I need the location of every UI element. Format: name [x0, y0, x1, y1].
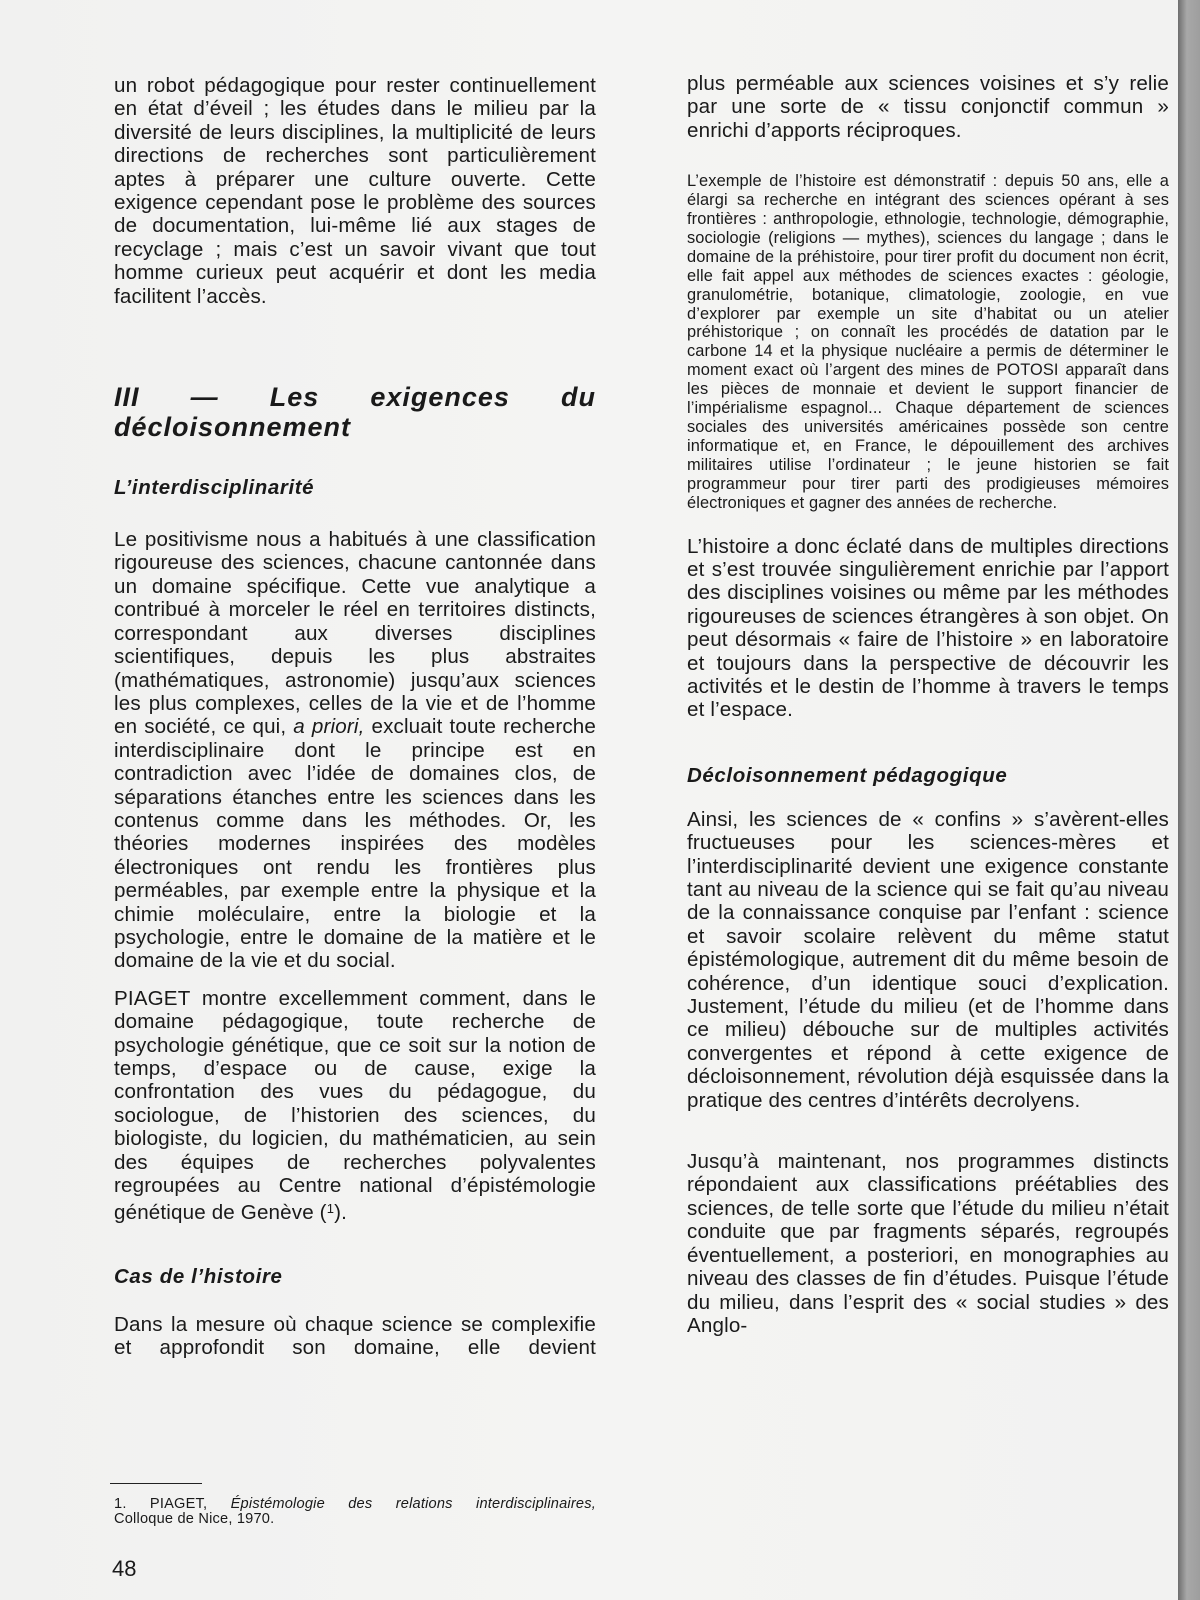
paragraph-text: Le positivisme nous a habitués à une classification rigoureuse des sciences, chacune cantonnée dans un domaine spécifique. Cette vue analytique a contribué à morceler le réel en territoires distincts, correspondant aux diverses disciplines scientifiques, depuis les plus abstraites (mathématiques, astronomie) jusqu’aux sciences les plus complexes, celles de la vie et de l’homme en société, ce qui, — [114, 528, 596, 739]
subsection-heading-decloisonnement: Décloisonnement pédagogique — [687, 763, 1008, 787]
footnote-text — [114, 1497, 596, 1512]
intro-paragraph: un robot pédagogique pour rester continuellement en état d’éveil ; les études dans le milieu par la diversité de leurs disciplines, la multiplicité de leurs directions de recherches sont particulièrement aptes à préparer une culture ouverte. Cette exigence cependant pose le problème des sources de documentation, lui-même lié aux stages de recyclage ; mais c’est un savoir vivant que tout homme curieux peut acquérir et dont les media facilitent l’accès. — [114, 74, 596, 308]
footnote-number: 1. — [114, 1496, 127, 1512]
right-column — [687, 72, 1169, 1337]
page-edge-shadow — [1178, 0, 1200, 1600]
left-column — [114, 74, 596, 1360]
page-number: 48 — [112, 1556, 137, 1581]
paragraph-text: PIAGET montre excellemment comment, dans le domaine pédagogique, toute recherche de psychologie génétique, que ce soit sur la notion de temps, d’espace ou de cause, exige la confrontation des vues du pédagogue, du sociologue, de l’historien des sciences, du biologiste, du logicien, du mathématicien, au sein des équipes de recherches polyvalentes regroupées au Centre national d’épistémologie génétique de Genève ( — [114, 986, 596, 1225]
example-block: L’exemple de l’histoire est démonstratif : depuis 50 ans, elle a élargi sa recherche en intégrant des sciences opérant à ses frontières : anthropologie, ethnologie, technologie, démographie, sociologie (religions — mythes), sciences du langage ; dans le domaine de la préhistoire, pour tirer profit du document non écrit, elle fait appel aux méthodes de sciences exactes : géologie, granulométrie, botanique, climatologie, zoologie, en vue d’explorer par exemple un site d’habitat ou un atelier préhistorique ; on connaît les procédés de datation par le carbone 14 et la physique nucléaire a permis de déterminer le moment exact où l’argent des mines de POTOSI apparaît dans les pièces de monnaie et devient le support financier de l’impérialisme espagnol... Chaque département de sciences sociales des universités américaines possède son centre informatique et, en France, le dépouillement des archives militaires utilise l’ordinateur ; le jeune historien se fait programmeur pour tirer parti des prodigieuses mémoires électroniques et gagner des années de recherche. — [687, 172, 1169, 512]
paragraph-text: excluait toute recherche interdisciplinaire dont le principe est en contradiction avec l’idée de domaines clos, de séparations étanches entre les sciences dans les contenus comme dans les méthodes. Or, les théories modernes inspirées des modèles électroniques ont rendu les frontières plus perméables, par exemple entre la physique et la chimie moléculaire, entre la biologie et la psychologie, entre le domaine de la matière et le domaine de la vie et du social. — [114, 715, 596, 973]
section-heading: III — Les exigences du décloisonnement — [114, 382, 596, 443]
paragraph-text: ). — [334, 1201, 347, 1225]
footnote-source: Colloque de Nice, 1970. — [114, 1511, 275, 1527]
paragraph-positivisme — [114, 528, 596, 973]
paragraph-continuation: plus perméable aux sciences voisines et s’y relie par une sorte de « tissu conjonctif commun » enrichi d’apports réciproques. — [687, 72, 1169, 142]
paragraph-piaget — [114, 987, 596, 1225]
footnote-divider — [110, 1483, 202, 1484]
footnote-reference[interactable]: 1 — [326, 1201, 335, 1217]
footnote-author: PIAGET, — [149, 1496, 208, 1512]
paragraph-mesure: Dans la mesure où chaque science se complexifie et approfondit son domaine, elle devient — [114, 1312, 596, 1360]
subsection-heading-interdisciplinarite: L’interdisciplinarité — [114, 476, 315, 500]
paragraph-jusqua-maintenant: Jusqu’à maintenant, nos programmes distincts répondaient aux classifications préétablies des sciences, de telle sorte que l’étude du milieu n’était conduite que par fragments séparés, regroupés éventuellement, a posteriori, en monographies au niveau des classes de fin d’études. Puisque l’étude du milieu, dans l’esprit des « social studies » des Anglo- — [687, 1150, 1169, 1337]
footnote-title: Épistémologie des relations interdisciplinaires, — [230, 1496, 596, 1512]
italic-a-priori: a priori, — [293, 715, 365, 739]
paragraph-confins: Ainsi, les sciences de « confins » s’avèrent-elles fructueuses pour les sciences-mères et l’interdisciplinarité devient une exigence constante tant au niveau de la science qui se fait qu’au niveau de la connaissance conquise par l’enfant : science et savoir scolaire relèvent du même statut épistémologique, autrement dit du même besoin de cohérence, d’un identique souci d’explication. Justement, l’étude du milieu (et de l’homme dans ce milieu) débouche sur de multiples activités convergentes et répond à cette exigence de décloisonnement, révolution déjà esquissée dans la pratique des centres d’intérêts decrolyens. — [687, 807, 1169, 1112]
subsection-heading-cas-histoire: Cas de l’histoire — [114, 1264, 283, 1288]
footnote — [114, 1497, 596, 1527]
paragraph-histoire-eclate: L’histoire a donc éclaté dans de multiples directions et s’est trouvée singulièrement enrichie par l’apport des disciplines voisines ou même par les méthodes rigoureuses de sciences étrangères à son objet. On peut désormais « faire de l’histoire » en laboratoire et toujours dans la perspective de découvrir les activités et le destin de l’homme à travers le temps et l’espace. — [687, 534, 1169, 722]
